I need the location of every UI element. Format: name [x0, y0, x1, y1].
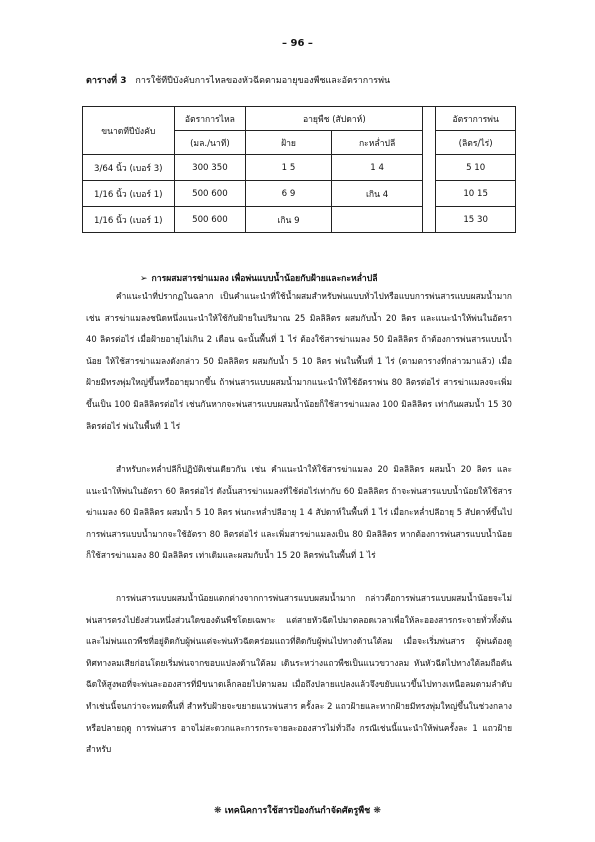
page-number: – 96 –: [282, 38, 313, 49]
table-caption-text: การใช้ทีปีบังคับการไหลของหัวฉีดตามอายุของพืชและอัตราการพ่น: [135, 76, 391, 86]
header-flow-unit: (มล./นาที): [174, 131, 246, 155]
header-plant-age: อายุพืช (สัปดาห์): [246, 107, 423, 131]
section-heading-text: การผสมสารฆ่าแมลง เพื่อพ่นแบบน้ำน้อยกับฝ้ายและกะหล่ำปลี: [151, 274, 378, 284]
cell-flow: 500 600: [174, 181, 246, 207]
header-flow-rate: อัตราการไหล: [174, 107, 246, 131]
cell-cabbage: [331, 207, 423, 233]
body-paragraph: คำแนะนำที่ปรากฏในฉลาก เป็นคำแนะนำที่ใช้น้ำผสมสำหรับพ่นแบบทั่วไปหรือแบบการพ่นสารแบบผสมน้ำมาก เช่น สารฆ่าแมลงชนิดหนึ่งแนะนำให้ใช้กับฝ้ายในปริมาณ 25 มิลลิลิตร ผสมกับน้ำ 20 ลิตร และแนะนำให้พ่นในอัตรา 40 ลิตรต่อไร่ เมื่อฝ้ายอายุไม่เกิน 2 เดือน ฉะนั้นพื้นที่ 1 ไร่ ต้องใช้สารฆ่าแมลง 50 มิลลิลิตร ถ้าต้องการพ่นสารแบบน้ำน้อย ให้ใช้สารฆ่าแมลงดังกล่าว 50 มิลลิลิตร ผสมกับน้ำ 5 10 ลิตร พ่นในพื้นที่ 1 ไร่ (ตามตารางที่กล่าวมาแล้ว) เมื่อฝ้ายมีทรงพุ่มใหญ่ขึ้นหรืออายุมากขึ้น ถ้าพ่นสารแบบผสมน้ำมากแนะนำให้ใช้อัตราพ่น 80 ลิตรต่อไร่ สารฆ่าแมลงจะเพิ่มขึ้นเป็น 100 มิลลิลิตรต่อไร่ เช่นกันหากจะพ่นสารแบบผสมน้ำน้อยก็ใช้สารฆ่าแมลง 100 มิลลิลิตร เท่ากันผสมน้ำ 15 30 ลิตรต่อไร่ พ่นในพื้นที่ 1 ไร่: [86, 291, 512, 431]
nozzle-table: [82, 106, 516, 233]
page-footer: ❋ เทคนิคการใช้สารป้องกันกำจัดศัตรูพืช ❋: [214, 806, 381, 816]
cell-size: 1/16 นิ้ว (เบอร์ 1): [83, 207, 175, 233]
section-heading: [140, 271, 377, 285]
table-caption-label: ตารางที่ 3: [86, 76, 127, 86]
cell-rate: 5 10: [436, 155, 516, 181]
table-caption: [86, 73, 390, 87]
body-paragraph: สำหรับกะหล่ำปลีก็ปฏิบัติเช่นเดียวกัน เช่น คำแนะนำให้ใช้สารฆ่าแมลง 20 มิลลิลิตร ผสมน้ำ 20 ลิตร และแนะนำให้พ่นในอัตรา 60 ลิตรต่อไร่ ดังนั้นสารฆ่าแมลงที่ใช้ต่อไร่เท่ากับ 60 มิลลิลิตร ถ้าจะพ่นสารแบบน้ำน้อยให้ใช้สารฆ่าแมลง 60 มิลลิลิตร ผสมน้ำ 5 10 ลิตร พ่นกะหล่ำปลีอายุ 1 4 สัปดาห์ในพื้นที่ 1 ไร่ เมื่อกะหล่ำปลีอายุ 5 สัปดาห์ขึ้นไป การพ่นสารแบบน้ำมากจะใช้อัตรา 80 ลิตรต่อไร่ และเพิ่มสารฆ่าแมลงเป็น 80 มิลลิลิตร หากต้องการพ่นสารแบบน้ำน้อยก็ใช้สารฆ่าแมลง 80 มิลลิลิตร เท่าเดิมและผสมกับน้ำ 15 20 ลิตรพ่นในพื้นที่ 1 ไร่: [86, 464, 512, 561]
header-cabbage: กะหล่ำปลี: [331, 131, 423, 155]
table-row: [83, 207, 516, 233]
header-spray-rate: อัตราการพ่น: [436, 107, 516, 131]
table-spacer: [423, 107, 436, 233]
cell-flow: 300 350: [174, 155, 246, 181]
cell-size: 3/64 นิ้ว (เบอร์ 3): [83, 155, 175, 181]
table-row: [83, 155, 516, 181]
arrow-bullet-icon: ➢: [140, 274, 148, 284]
cell-size: 1/16 นิ้ว (เบอร์ 1): [83, 181, 175, 207]
cell-cabbage: เกิน 4: [331, 181, 423, 207]
header-spray-unit: (ลิตร/ไร่): [436, 131, 516, 155]
cell-corn: 6 9: [246, 181, 332, 207]
cell-rate: 10 15: [436, 181, 516, 207]
cell-rate: 15 30: [436, 207, 516, 233]
cell-corn: 1 5: [246, 155, 332, 181]
cell-flow: 500 600: [174, 207, 246, 233]
cell-corn: เกิน 9: [246, 207, 332, 233]
body-paragraph: การพ่นสารแบบผสมน้ำน้อยแตกต่างจากการพ่นสารแบบผสมน้ำมาก กล่าวคือการพ่นสารแบบผสมน้ำน้อยจะไม่พ่นสารตรงไปยังส่วนหนึ่งส่วนใดของต้นพืชโดยเฉพาะ แต่สายหัวฉีดไปมาตลอดเวลาเพื่อให้ละอองสารกระจายทั่วทั้งต้นและไม่พ่นแถวพืชที่อยู่ติดกับผู้พ่นแต่จะพ่นหัวฉีดคร่อมแถวที่ติดกับผู้พ่นไปทางด้านใต้ลม เมื่อจะเริ่มพ่นสาร ผู้พ่นต้องดูทิศทางลมเสียก่อนโดยเริ่มพ่นจากขอบแปลงด้านใต้ลม เดินระหว่างแถวพืชเป็นแนวขวางลม หันหัวฉีดไปทางใต้ลมถือคันฉีดให้สูงพอที่จะพ่นละอองสารที่มีขนาดเล็กลอยไปตามลม เมื่อถึงปลายแปลงแล้วจึงขยับแนวขึ้นไปทางเหนือลมตามลำดับ ทำเช่นนี้จนกว่าจะหมดพื้นที่ สำหรับฝ้ายจะขยายแนวพ่นสาร ครั้งละ 2 แถวฝ้ายและหากฝ้ายมีทรงพุ่มใหญ่ขึ้นในช่วงกลางหรือปลายฤดู การพ่นสาร อาจไม่สะดวกและการกระจายละอองสารไม่ทั่วถึง กรณีเช่นนี้แนะนำให้พ่นครั้งละ 1 แถวฝ้าย สำหรับ: [86, 593, 512, 755]
header-corn: ฝ้าย: [246, 131, 332, 155]
table-row: [83, 181, 516, 207]
header-nozzle-size: ขนาดทีปีบังคับ: [83, 107, 175, 155]
cell-cabbage: 1 4: [331, 155, 423, 181]
